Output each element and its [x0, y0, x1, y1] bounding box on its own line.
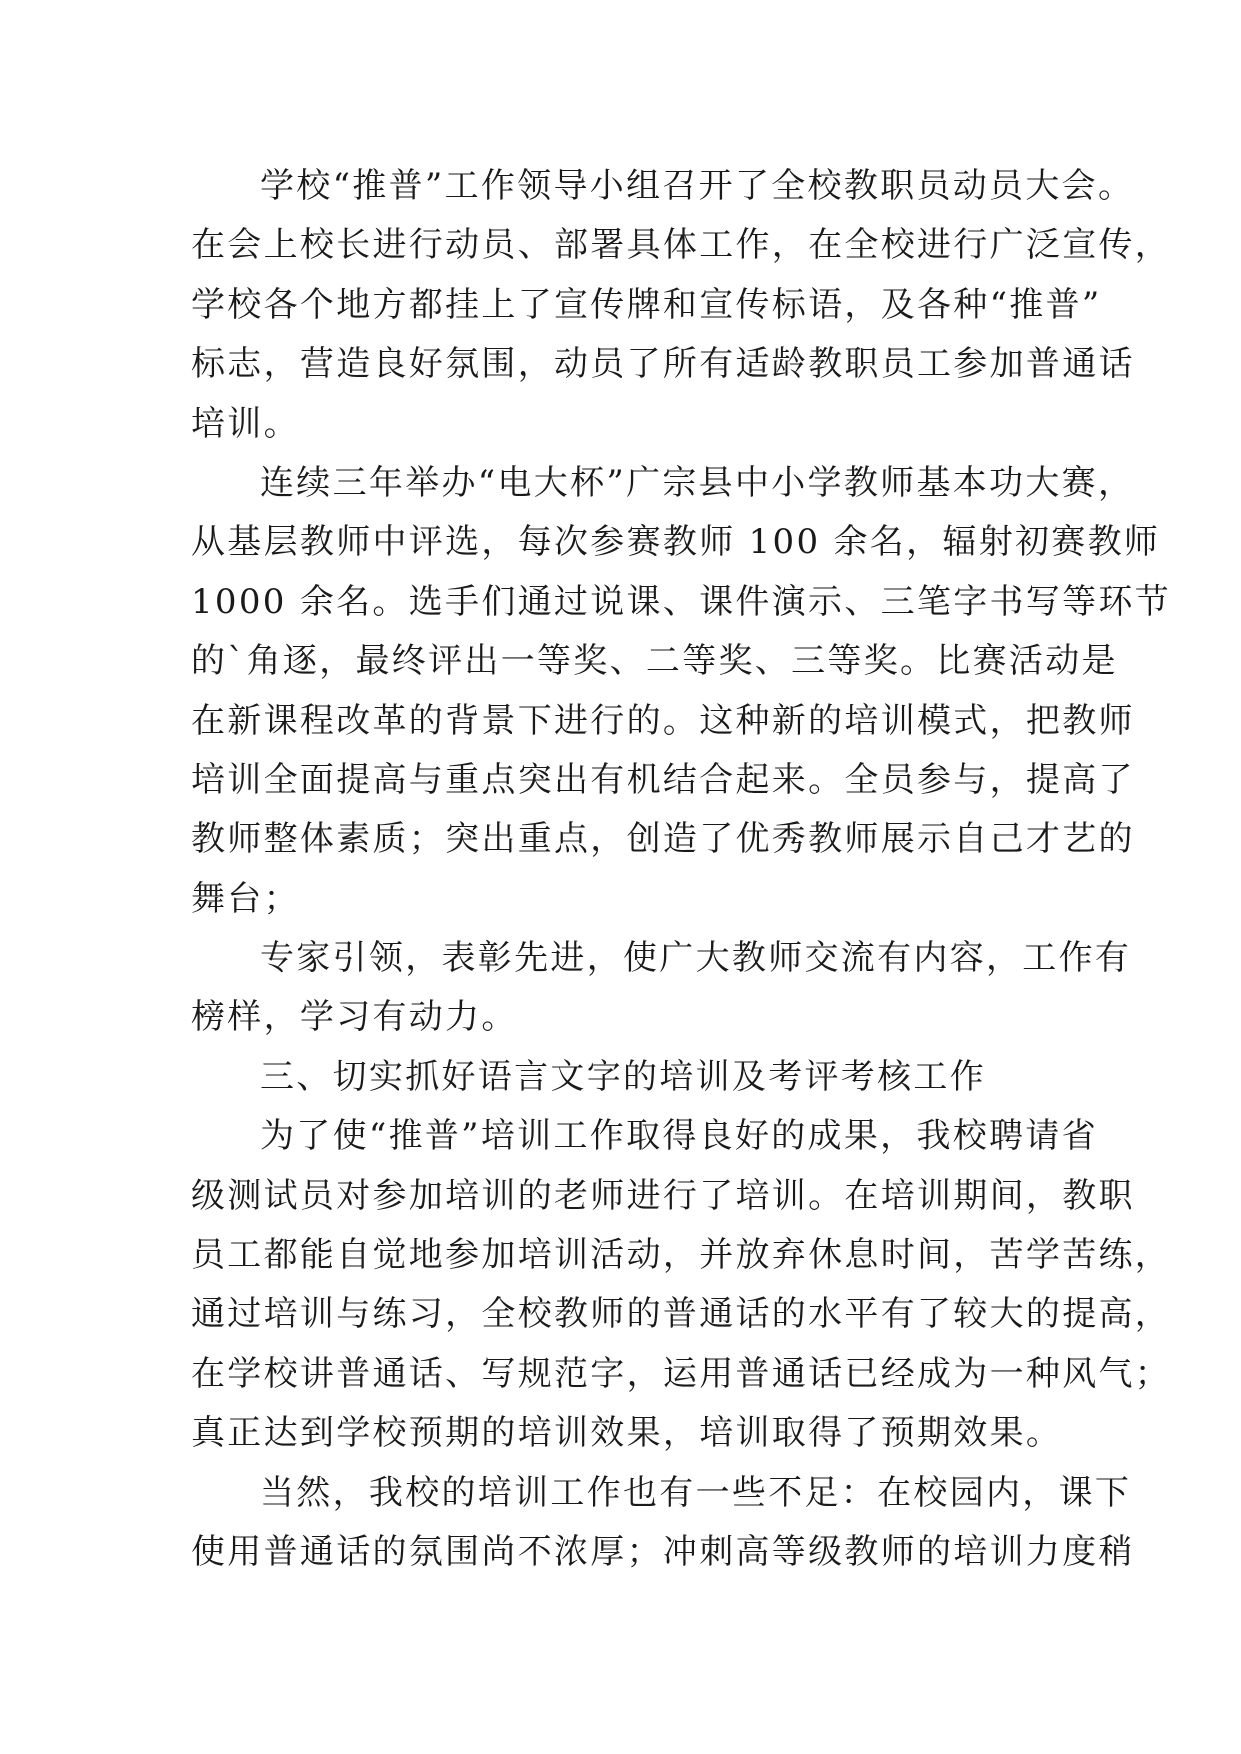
paragraph-line: 学校各个地方都挂上了宣传牌和宣传标语，及各种“推普”: [191, 284, 1102, 325]
paragraph-line: 教师整体素质；突出重点，创造了优秀教师展示自己才艺的: [191, 819, 1135, 860]
paragraph-line: 1000 余名。选手们通过说课、课件演示、三笔字书写等环节: [191, 581, 1172, 622]
paragraph-line: 员工都能自觉地参加培训活动，并放弃休息时间，苦学苦练，: [191, 1235, 1172, 1276]
paragraph-line: 榜样，学习有动力。: [191, 997, 518, 1038]
paragraph-line: 从基层教师中评选，每次参赛教师 100 余名，辐射初赛教师: [191, 522, 1161, 563]
paragraph-line: 通过培训与练习，全校教师的普通话的水平有了较大的提高，: [191, 1294, 1172, 1335]
paragraph-line: 培训全面提高与重点突出有机结合起来。全员参与，提高了: [191, 759, 1135, 800]
paragraph-line: 的`角逐，最终评出一等奖、二等奖、三等奖。比赛活动是: [191, 641, 1118, 682]
paragraph-line: 舞台；: [191, 878, 300, 919]
paragraph-line: 培训。: [191, 403, 300, 444]
paragraph-line: 真正达到学校预期的培训效果，培训取得了预期效果。: [191, 1413, 1063, 1454]
paragraph-line: 连续三年举办“电大杯”广宗县中小学教师基本功大赛，: [260, 462, 1135, 503]
paragraph-line: 在新课程改革的背景下进行的。这种新的培训模式，把教师: [191, 700, 1135, 741]
section-heading: 三、切实抓好语言文字的培训及考评考核工作: [260, 1056, 986, 1097]
paragraph-line: 专家引领，表彰先进，使广大教师交流有内容，工作有: [260, 938, 1132, 979]
paragraph-line: 学校“推普”工作领导小组召开了全校教职员动员大会。: [260, 166, 1135, 206]
paragraph-line: 级测试员对参加培训的老师进行了培训。在培训期间，教职: [191, 1175, 1135, 1216]
paragraph-line: 使用普通话的氛围尚不浓厚；冲刺高等级教师的培训力度稍: [191, 1531, 1135, 1572]
paragraph-line: 为了使“推普”培训工作取得良好的成果，我校聘请省: [260, 1116, 1098, 1157]
paragraph-line: 标志，营造良好氛围，动员了所有适龄教职员工参加普通话: [191, 344, 1135, 385]
paragraph-line: 当然，我校的培训工作也有一些不足：在校园内，课下: [260, 1472, 1132, 1513]
document-body: [191, 157, 1172, 1582]
paragraph-line: 在学校讲普通话、写规范字，运用普通话已经成为一种风气；: [191, 1353, 1172, 1394]
paragraph-line: 在会上校长进行动员、部署具体工作，在全校进行广泛宣传，: [191, 225, 1172, 266]
